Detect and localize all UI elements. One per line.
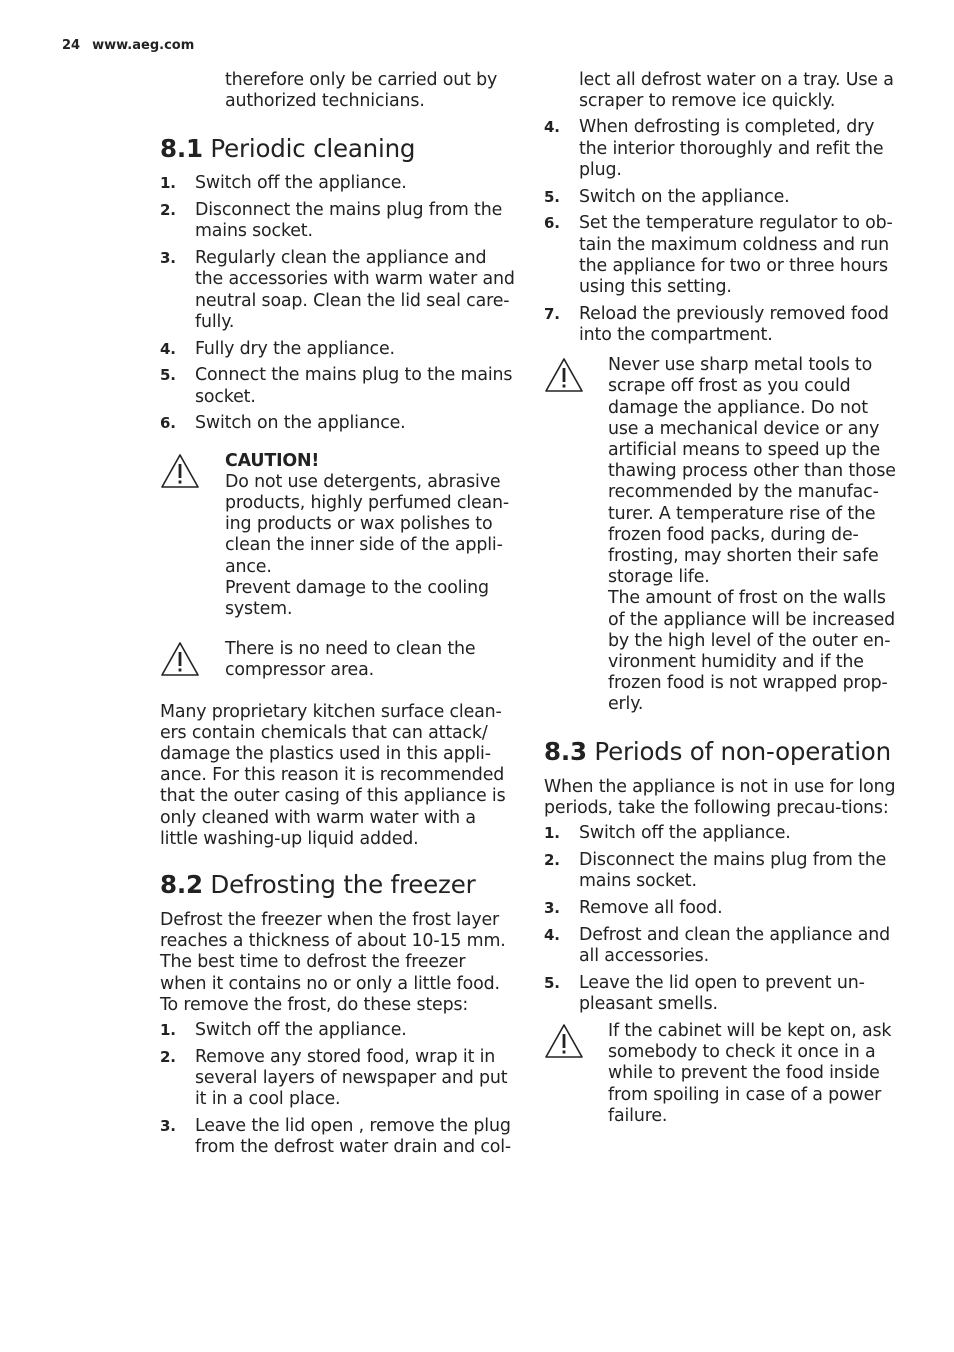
intro-text: therefore only be carried out by authorized technicians. [225,70,498,112]
list-item: 3. Remove all food. [544,897,723,918]
list-item: 4. Fully dry the appliance. [160,338,395,359]
list-item: 3. Regularly clean the appliance and the accessories with warm water and neutral soap. Clean the lid seal care-fully. [160,248,515,332]
non-operation-steps [544,823,899,1015]
defrost-paragraph: Defrost the freezer when the frost layer reaches a thickness of about 10-15 mm. The best time to defrost the freezer when it contains no or only a little food. To remove the frost, do these steps: [160,910,506,1015]
left-column [160,70,515,1164]
warning-text: There is no need to clean the compressor area. [225,639,476,681]
site-url: www.aeg.com [92,38,195,53]
list-item: 2. Remove any stored food, wrap it in several layers of newspaper and put it in a cool place. [160,1046,508,1110]
page-number: 24 [62,38,81,53]
non-operation-paragraph: When the appliance is not in use for long periods, take the following precau-tions: [544,776,896,818]
warning-text: Never use sharp metal tools to scrape off frost as you could damage the appliance. Do not use a mechanical device or any artificial means to speed up the thawing process other than those recommended by the manufac-turer. A temperature rise of the frozen food packs, during de-frosting, may shorten their safe storage life. [608,355,896,588]
section-heading-8-1: 8.1 Periodic cleaning [160,134,416,164]
list-item: 4. Defrost and clean the appliance and all accessories. [544,924,890,966]
caution-title: CAUTION! [225,450,320,471]
list-item: 6. Switch on the appliance. [160,413,406,434]
page-header [62,38,194,53]
list-item: 1. Switch off the appliance. [544,823,791,844]
right-column [544,70,899,1127]
defrost-steps-continued [544,117,899,346]
continued-step-text: lect all defrost water on a tray. Use a scraper to remove ice quickly. [579,70,894,112]
section-heading-8-2: 8.2 Defrosting the freezer [160,870,476,900]
warning-triangle-icon [544,1023,584,1059]
caution-text-2: Prevent damage to the cooling system. [225,577,489,620]
list-item: 5. Switch on the appliance. [544,186,790,207]
list-item: 6. Set the temperature regulator to ob-tain the maximum coldness and run the appliance for two or three hours using this setting. [544,213,893,298]
list-item: 1. Switch off the appliance. [160,1020,407,1041]
list-item: 3. Leave the lid open , remove the plug from the defrost water drain and col- [160,1116,512,1158]
warning-triangle-icon [160,641,200,677]
caution-notice [160,451,515,621]
warning-triangle-icon [544,357,584,393]
list-item: 2. Disconnect the mains plug from the mains socket. [160,200,503,242]
caution-text: Do not use detergents, abrasive products, highly perfumed clean-ing products or wax polishes to clean the inner side of the appli-ance. [225,471,510,577]
list-item: 2. Disconnect the mains plug from the mains socket. [544,849,887,892]
warning-notice [160,639,515,681]
warning-notice [544,355,899,715]
warning-text-2: The amount of frost on the walls of the appliance will be increased by the high level of the outer en-vironment humidity and if the frozen food is not wrapped prop-erly. [608,588,895,715]
cleaning-paragraph: Many proprietary kitchen surface clean-ers contain chemicals that can attack/ damage the plastics used in this appli-ance. For this reason it is recommended that the outer casing of this appliance is only cleaned with warm water with a little washing-up liquid added. [160,701,506,849]
list-item: 7. Reload the previously removed food into the compartment. [544,303,889,346]
cleaning-steps [160,173,515,434]
list-item: 5. Leave the lid open to prevent un-pleasant smells. [544,972,865,1014]
warning-notice [544,1021,899,1127]
list-item: 4. When defrosting is completed, dry the interior thoroughly and refit the plug. [544,117,884,180]
defrost-steps [160,1020,515,1158]
warning-text: If the cabinet will be kept on, ask somebody to check it once in a while to prevent the food inside from spoiling in case of a power failure. [608,1021,892,1126]
warning-triangle-icon [160,453,200,489]
list-item: 5. Connect the mains plug to the mains socket. [160,365,513,407]
list-item: 1. Switch off the appliance. [160,173,407,194]
section-heading-8-3: 8.3 Periods of non-operation [544,736,891,766]
